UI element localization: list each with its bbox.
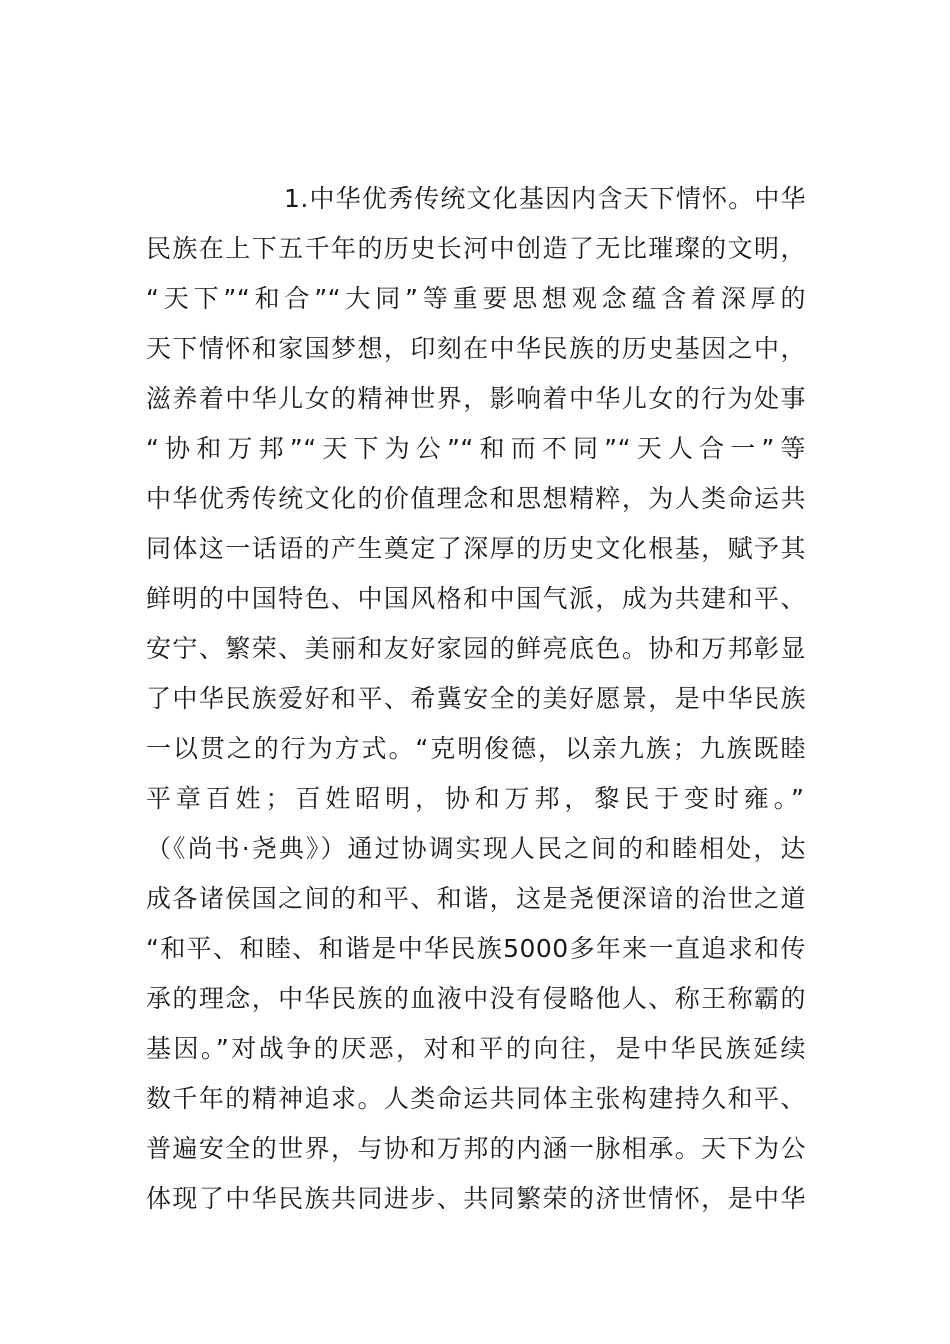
text-line-4: 天下情怀和家国梦想，印刻在中华民族的历史基因之中， (146, 334, 806, 363)
text-line-19: 数千年的精神追求。人类命运共同体主张构建持久和平、 (146, 1084, 806, 1113)
text-line-3: “天下”“和合”“大同”等重要思想观念蕴含着深厚的 (146, 284, 806, 313)
text-line-17: 承的理念，中华民族的血液中没有侵略他人、称王称霸的 (146, 984, 806, 1013)
text-line-1: 1.中华优秀传统文化基因内含天下情怀。中华 (284, 184, 806, 213)
text-line-5: 滋养着中华儿女的精神世界，影响着中华儿女的行为处事 (146, 384, 806, 413)
text-line-14: （《尚书·尧典》）通过协调实现人民之间的和睦相处，达 (146, 834, 806, 863)
text-line-15: 成各诸侯国之间的和平、和谐，这是尧便深谙的治世之道 (146, 884, 806, 913)
text-line-11: 了中华民族爱好和平、希冀安全的美好愿景，是中华民族 (146, 684, 806, 713)
text-line-13: 平章百姓；百姓昭明，协和万邦，黎民于变时雍。” (146, 784, 806, 813)
text-line-18: 基因。”对战争的厌恶，对和平的向往，是中华民族延续 (146, 1034, 806, 1063)
text-line-2: 民族在上下五千年的历史长河中创造了无比璀璨的文明， (146, 234, 806, 263)
text-line-7: 中华优秀传统文化的价值理念和思想精粹，为人类命运共 (146, 484, 806, 513)
body-paragraph (146, 174, 806, 1224)
text-line-16: “和平、和睦、和谐是中华民族5000多年来一直追求和传 (146, 934, 806, 963)
text-line-6: “协和万邦”“天下为公”“和而不同”“天人合一”等 (146, 434, 806, 463)
text-line-8: 同体这一话语的产生奠定了深厚的历史文化根基，赋予其 (146, 534, 806, 563)
text-line-12: 一以贯之的行为方式。“克明俊德，以亲九族；九族既睦 (146, 734, 806, 763)
text-line-10: 安宁、繁荣、美丽和友好家园的鲜亮底色。协和万邦彰显 (146, 634, 806, 663)
text-line-21: 体现了中华民族共同进步、共同繁荣的济世情怀，是中华 (146, 1184, 806, 1213)
text-line-20: 普遍安全的世界，与协和万邦的内涵一脉相承。天下为公 (146, 1134, 806, 1163)
text-line-9: 鲜明的中国特色、中国风格和中国气派，成为共建和平、 (146, 584, 806, 613)
